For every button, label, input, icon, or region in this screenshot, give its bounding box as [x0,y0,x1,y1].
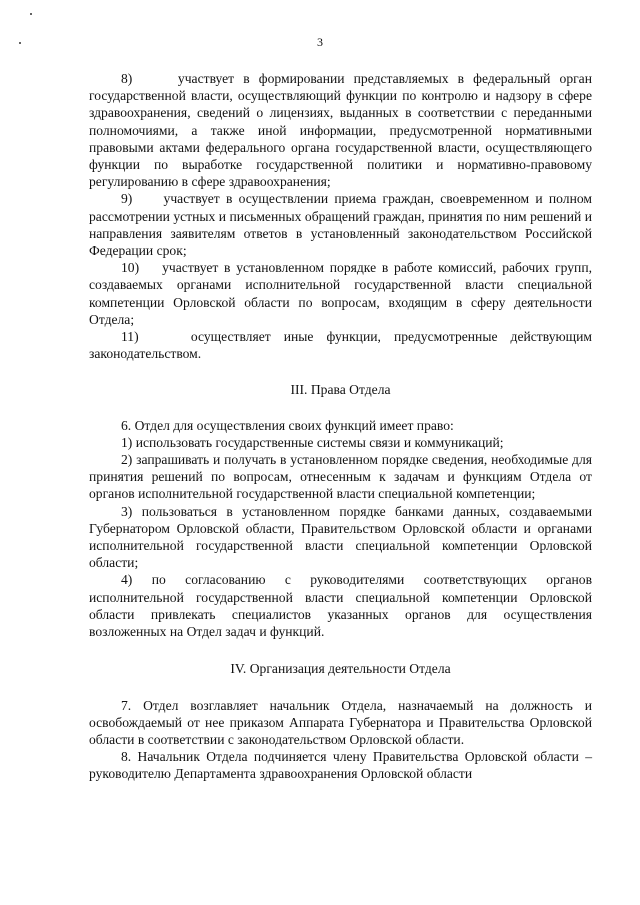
document-body [89,70,592,783]
organization-paragraph-8: 8. Начальник Отдела подчиняется члену Правительства Орловской области – руководителю Департамента здравоохранения Орловской области [89,749,592,782]
rights-item-3: 3) пользоваться в установленном порядке банками данных, создаваемыми Губернатором Орловской области, Правительством Орловской области и органами исполнительной государственной власти специальной компетенции Орловской области; [89,503,592,571]
function-item-9: 9) участвует в осуществлении приема граждан, своевременном и полном рассмотрении устных и письменных обращений граждан, принятия по ним решений и направления заявителям ответов в установленный законодательством Российской Федерации срок; [89,191,592,259]
rights-intro: 6. Отдел для осуществления своих функций имеет право: [121,417,454,433]
scan-speck [30,13,32,15]
function-item-11: 11) осуществляет иные функции, предусмотренные действующим законодательством. [89,329,592,362]
organization-paragraph-7: 7. Отдел возглавляет начальник Отдела, назначаемый на должность и освобождаемый от нее приказом Аппарата Губернатора и Правительства Орловской области в соответствии с законодательством Орловской области. [89,697,592,747]
rights-item-4: 4) по согласованию с руководителями соответствующих органов исполнительной государственной власти специальной компетенции Орловской области привлекать специалистов указанных органов для осуществления возложенных на Отдел задач и функций. [89,572,592,640]
rights-item-2: 2) запрашивать и получать в установленном порядке сведения, необходимые для принятия решений по вопросам, отнесенным к задачам и функциям Отдела от органов исполнительной государственной власти специальной компетенции; [89,452,592,502]
function-item-8: 8) участвует в формировании представляемых в федеральный орган государственной власти, осуществляющий функции по контролю и надзору в сфере здравоохранения, сведений о лицензиях, выданных в соответствии с переданными полномочиями, а также иной информации, предусмотренной нормативными правовыми актами федерального органа государственной власти, осуществляющего функции по выработке государственной политики и нормативно-правовому регулированию в сфере здравоохранения; [89,71,592,190]
section-heading-organization: IV. Организация деятельности Отдела [230,661,451,677]
rights-item-1: 1) использовать государственные системы связи и коммуникаций; [121,434,504,450]
page-number: 3 [317,35,323,49]
section-heading-rights: III. Права Отдела [290,382,391,398]
function-item-10: 10) участвует в установленном порядке в работе комиссий, рабочих групп, создаваемых органами исполнительной государственной власти специальной компетенции Орловской области по вопросам, входящим в сферу деятельности Отдела; [89,260,592,327]
